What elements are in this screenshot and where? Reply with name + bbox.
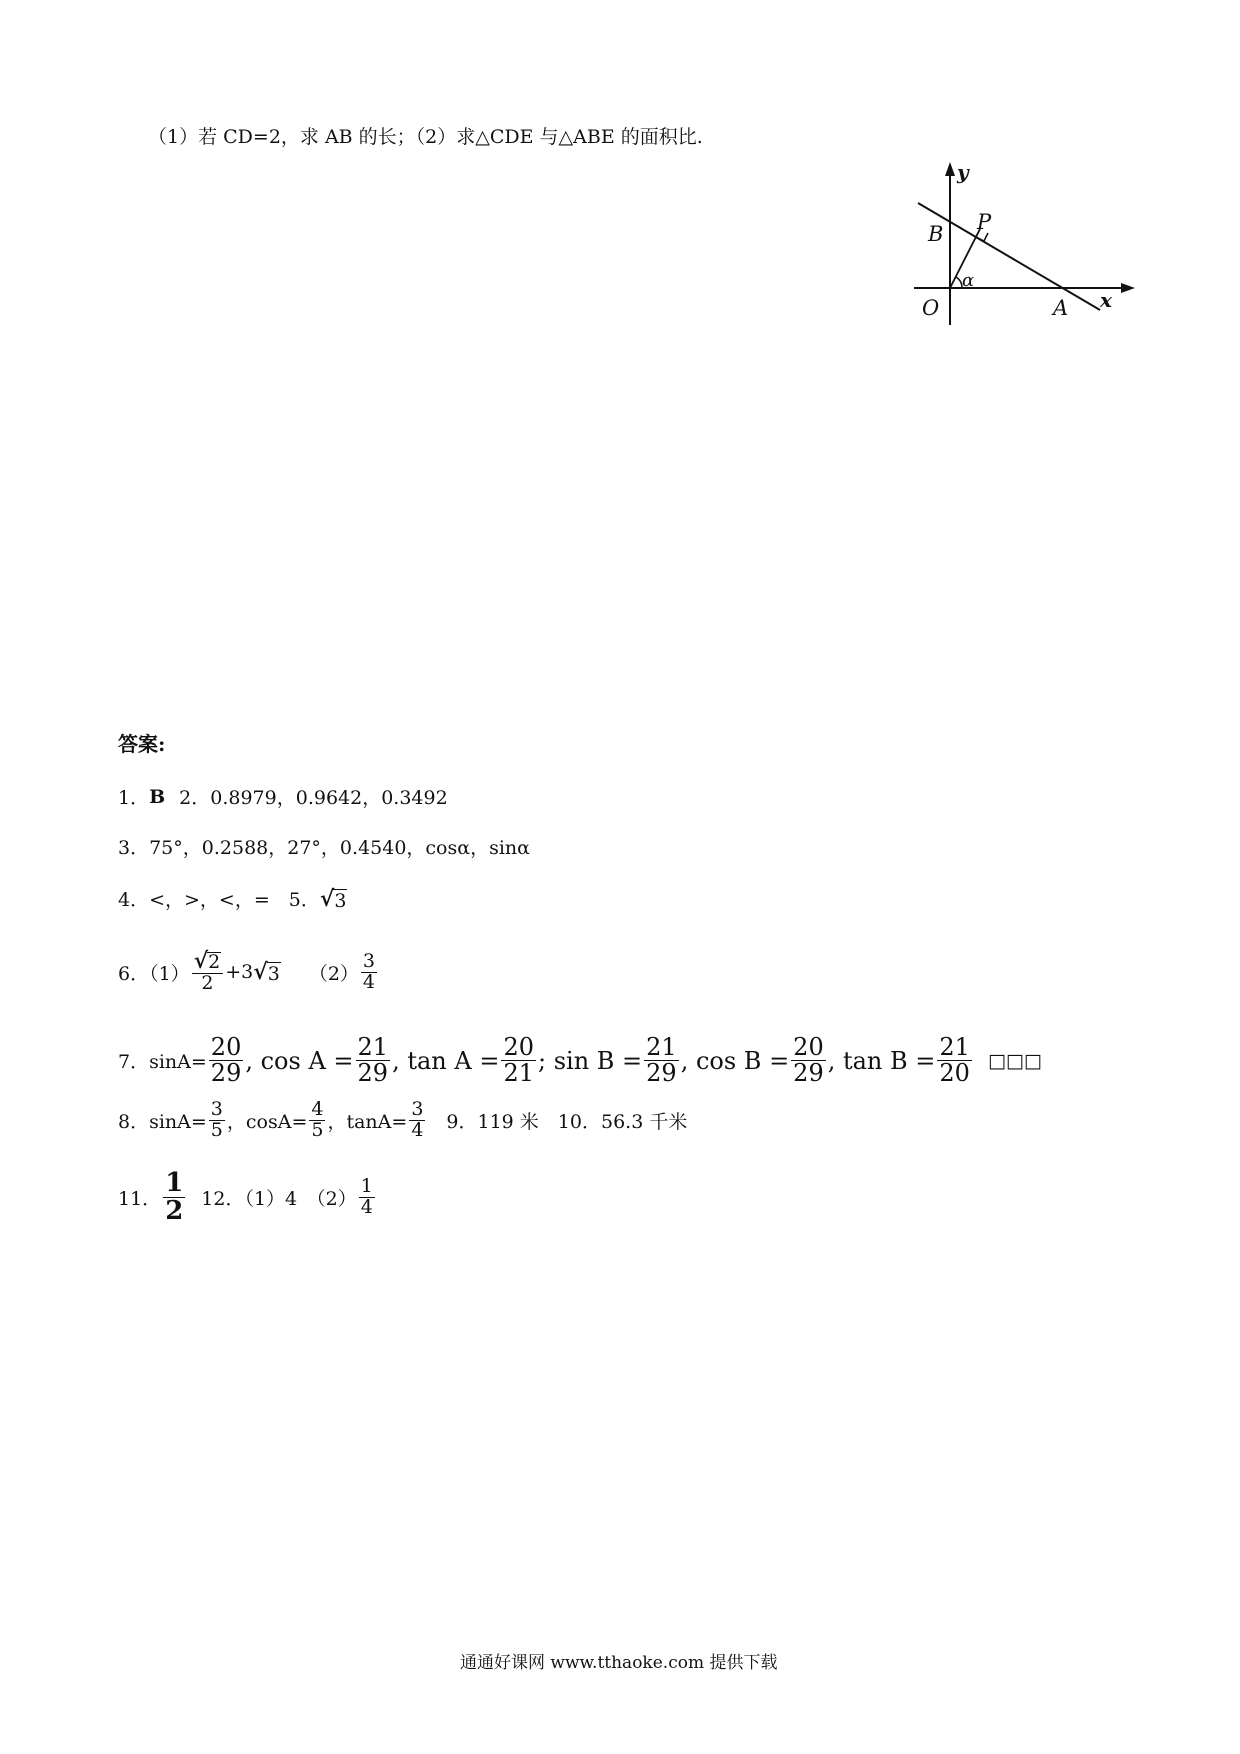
answer-7: [118, 1035, 1042, 1086]
answer-4-5: [118, 885, 347, 912]
label-P: P: [977, 210, 992, 234]
frac-sqrt2-over-2: √ 2 2: [192, 950, 224, 994]
answers-heading: 答案:: [118, 732, 166, 756]
frac-3-4: $\frac{3}{4}$: [362, 949, 376, 993]
cosB-label: , cos B =: [680, 1046, 790, 1075]
answer-1-value: B: [149, 785, 166, 808]
frac-12: $\frac{1}{4}$: [360, 1175, 373, 1219]
label-y: y: [957, 160, 969, 184]
answer-8-cos-label: ，cosA=: [226, 1110, 308, 1133]
frac-cosA: $\frac{21}{29}$: [357, 1033, 389, 1088]
answer-12: 12．（1）4 （2）: [201, 1188, 357, 1211]
label-A: A: [1053, 296, 1069, 320]
answer-7-lead: 7．sinA=: [118, 1051, 207, 1074]
label-O: O: [922, 296, 940, 320]
tanB-label: , tan B =: [827, 1046, 936, 1075]
answer-6: [118, 950, 379, 994]
answer-8-tail: 9．119 米 10．56.3 千米: [427, 1110, 688, 1133]
sqrt-3: √ 3: [319, 885, 347, 912]
question-text: （1）若 CD=2，求 AB 的长；（2）求△CDE 与△ABE 的面积比.: [148, 126, 703, 148]
frac-8-sin: $\frac{3}{5}$: [210, 1098, 223, 1141]
frac-11: $\frac{1}{2}$: [165, 1168, 184, 1227]
label-x: x: [1100, 288, 1112, 312]
answer-11-12: [118, 1170, 377, 1226]
answer-2: 2．0.8979，0.9642，0.3492: [179, 787, 448, 809]
frac-cosB: $\frac{20}{29}$: [793, 1033, 824, 1088]
sinB-label: ; sin B =: [537, 1046, 643, 1075]
sqrt-3b: √ 3: [253, 959, 280, 986]
answer-4-text: 4．<，>，<，= 5．: [118, 889, 320, 911]
frac-tanA: $\frac{20}{21}$: [503, 1033, 534, 1088]
answer-11-lead: 11．: [118, 1188, 162, 1211]
frac-sinA: $\frac{20}{29}$: [210, 1033, 242, 1088]
answer-6-plus: +3: [225, 961, 254, 984]
frac-8-cos: $\frac{4}{5}$: [311, 1098, 324, 1141]
answer-6-lead: 6．（1）: [118, 962, 190, 985]
answer-8-9-10: [118, 1100, 687, 1141]
frac-8-tan: $\frac{3}{4}$: [411, 1098, 424, 1141]
footer-text: 通通好课网 www.tthaoke.com 提供下载: [460, 1653, 778, 1673]
cosA-label: , cos A =: [245, 1046, 354, 1075]
answer-1-num: 1．: [118, 787, 150, 809]
answer-7-tail: □□□: [987, 1049, 1042, 1072]
answer-8-tan-label: ，tanA=: [327, 1110, 408, 1133]
label-B: B: [928, 222, 944, 246]
frac-tanB: $\frac{21}{20}$: [939, 1033, 970, 1088]
answer-1-2: [118, 783, 448, 810]
label-alpha: α: [962, 270, 975, 291]
answer-8-lead: 8．sinA=: [118, 1110, 207, 1133]
answer-6-part2: （2）: [308, 962, 359, 985]
tanA-label: , tan A =: [392, 1046, 500, 1075]
answer-3: 3．75°，0.2588，27°，0.4540，cosα，sinα: [118, 837, 530, 859]
frac-sinB: $\frac{21}{29}$: [646, 1033, 677, 1088]
